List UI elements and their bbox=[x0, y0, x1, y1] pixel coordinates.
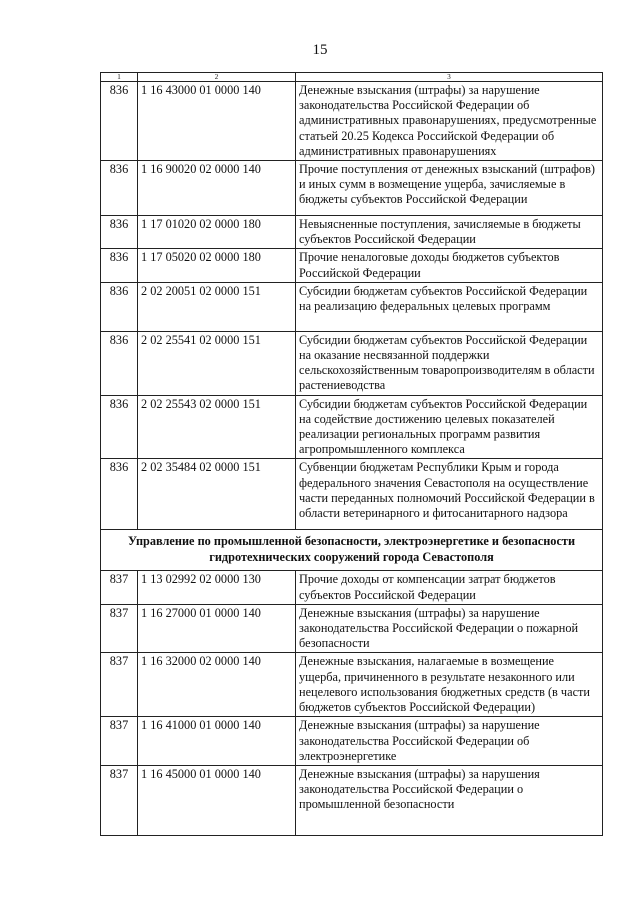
admin-code-cell: 836 bbox=[101, 459, 138, 530]
description-cell: Денежные взыскания (штрафы) за нарушение законодательства Российской Федерации об электроэнергетике bbox=[296, 717, 603, 766]
revenue-code-cell: 2 02 25541 02 0000 151 bbox=[138, 331, 296, 395]
table-row bbox=[101, 604, 603, 653]
description-cell: Прочие поступления от денежных взысканий (штрафов) и иных сумм в возмещение ущерба, зачисляемые в бюджеты субъектов Российской Федерации bbox=[296, 161, 603, 216]
admin-code-cell: 837 bbox=[101, 717, 138, 766]
description-cell: Денежные взыскания (штрафы) за нарушение законодательства Российской Федерации об административных правонарушениях, предусмотренные статьей 20.25 Кодекса Российской Федерации об административных правонарушениях bbox=[296, 82, 603, 161]
admin-code-cell: 836 bbox=[101, 82, 138, 161]
revenue-code-cell: 2 02 20051 02 0000 151 bbox=[138, 282, 296, 331]
admin-code-cell: 836 bbox=[101, 161, 138, 216]
table-row bbox=[101, 331, 603, 395]
table-row bbox=[101, 766, 603, 836]
revenue-code-cell: 1 17 05020 02 0000 180 bbox=[138, 249, 296, 282]
column-header-3: 3 bbox=[296, 73, 603, 82]
description-cell: Невыясненные поступления, зачисляемые в бюджеты субъектов Российской Федерации bbox=[296, 216, 603, 249]
table-row bbox=[101, 459, 603, 530]
admin-code-cell: 837 bbox=[101, 653, 138, 717]
description-cell: Субсидии бюджетам субъектов Российской Федерации на содействие достижению целевых показателей реализации региональных программ развития агропромышленного комплекса bbox=[296, 395, 603, 459]
description-cell: Субсидии бюджетам субъектов Российской Федерации на оказание несвязанной поддержки сельскохозяйственным товаропроизводителям в области растениеводства bbox=[296, 331, 603, 395]
description-cell: Денежные взыскания (штрафы) за нарушения законодательства Российской Федерации о промышленной безопасности bbox=[296, 766, 603, 836]
description-cell: Прочие доходы от компенсации затрат бюджетов субъектов Российской Федерации bbox=[296, 571, 603, 604]
revenue-code-cell: 1 16 43000 01 0000 140 bbox=[138, 82, 296, 161]
revenue-codes-table bbox=[100, 72, 603, 836]
page-number: 15 bbox=[312, 42, 328, 58]
revenue-code-cell: 1 16 32000 02 0000 140 bbox=[138, 653, 296, 717]
revenue-code-cell: 1 16 45000 01 0000 140 bbox=[138, 766, 296, 836]
admin-code-cell: 837 bbox=[101, 604, 138, 653]
table-row bbox=[101, 249, 603, 282]
table-row bbox=[101, 282, 603, 331]
admin-code-cell: 836 bbox=[101, 331, 138, 395]
revenue-code-cell: 2 02 35484 02 0000 151 bbox=[138, 459, 296, 530]
table-header-row bbox=[101, 73, 603, 82]
column-header-1: 1 bbox=[101, 73, 138, 82]
section-header-row bbox=[101, 530, 603, 571]
section-title: Управление по промышленной безопасности, электроэнергетике и безопасности гидротехнических сооружений города Севастополя bbox=[101, 530, 603, 571]
table-row bbox=[101, 717, 603, 766]
table-row bbox=[101, 82, 603, 161]
admin-code-cell: 836 bbox=[101, 249, 138, 282]
table-row bbox=[101, 571, 603, 604]
description-cell: Денежные взыскания, налагаемые в возмещение ущерба, причиненного в результате незаконного или нецелевого использования бюджетных средств (в части бюджетов субъектов Российской Федерации) bbox=[296, 653, 603, 717]
admin-code-cell: 836 bbox=[101, 216, 138, 249]
table-row bbox=[101, 161, 603, 216]
description-cell: Прочие неналоговые доходы бюджетов субъектов Российской Федерации bbox=[296, 249, 603, 282]
column-header-2: 2 bbox=[138, 73, 296, 82]
revenue-code-cell: 1 17 01020 02 0000 180 bbox=[138, 216, 296, 249]
revenue-code-cell: 1 16 41000 01 0000 140 bbox=[138, 717, 296, 766]
description-cell: Субвенции бюджетам Республики Крым и города федерального значения Севастополя на осуществление части переданных полномочий Российской Федерации в области ветеринарного и фитосанитарного надзора bbox=[296, 459, 603, 530]
description-cell: Субсидии бюджетам субъектов Российской Федерации на реализацию федеральных целевых программ bbox=[296, 282, 603, 331]
admin-code-cell: 837 bbox=[101, 766, 138, 836]
revenue-code-cell: 1 13 02992 02 0000 130 bbox=[138, 571, 296, 604]
admin-code-cell: 836 bbox=[101, 395, 138, 459]
admin-code-cell: 837 bbox=[101, 571, 138, 604]
table-row bbox=[101, 216, 603, 249]
revenue-code-cell: 1 16 90020 02 0000 140 bbox=[138, 161, 296, 216]
table-row bbox=[101, 395, 603, 459]
admin-code-cell: 836 bbox=[101, 282, 138, 331]
table-row bbox=[101, 653, 603, 717]
revenue-code-cell: 2 02 25543 02 0000 151 bbox=[138, 395, 296, 459]
revenue-code-cell: 1 16 27000 01 0000 140 bbox=[138, 604, 296, 653]
description-cell: Денежные взыскания (штрафы) за нарушение законодательства Российской Федерации о пожарной безопасности bbox=[296, 604, 603, 653]
